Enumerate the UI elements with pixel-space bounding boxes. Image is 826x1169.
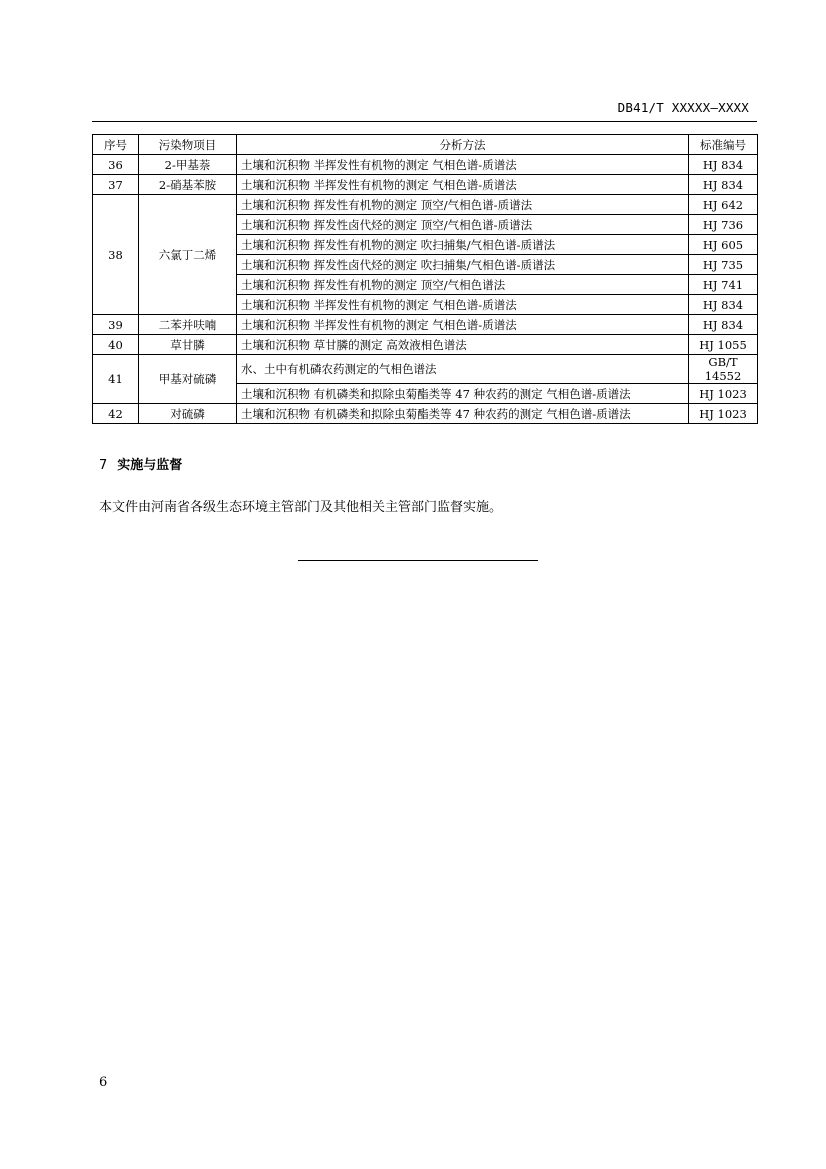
row-standard: HJ 1023 <box>689 384 758 404</box>
row-standard: HJ 735 <box>689 255 758 275</box>
page-number: 6 <box>99 1075 108 1090</box>
row-pollutant: 草甘膦 <box>139 335 237 355</box>
document-code: DB41/T XXXXX—XXXX <box>617 100 749 115</box>
row-standard: HJ 736 <box>689 215 758 235</box>
table-row <box>93 335 758 355</box>
row-method: 土壤和沉积物 挥发性有机物的测定 顶空/气相色谱法 <box>237 275 689 295</box>
row-standard: HJ 642 <box>689 195 758 215</box>
row-no: 37 <box>93 175 139 195</box>
row-no: 38 <box>93 195 139 315</box>
column-header-method: 分析方法 <box>237 135 689 155</box>
row-method: 土壤和沉积物 有机磷类和拟除虫菊酯类等 47 种农药的测定 气相色谱-质谱法 <box>237 404 689 424</box>
row-standard: HJ 834 <box>689 315 758 335</box>
row-standard: HJ 741 <box>689 275 758 295</box>
row-method: 土壤和沉积物 半挥发性有机物的测定 气相色谱-质谱法 <box>237 175 689 195</box>
standards-table <box>92 134 758 424</box>
row-no: 40 <box>93 335 139 355</box>
row-method: 土壤和沉积物 挥发性有机物的测定 顶空/气相色谱-质谱法 <box>237 195 689 215</box>
row-standard: HJ 605 <box>689 235 758 255</box>
row-standard: HJ 1055 <box>689 335 758 355</box>
row-method: 土壤和沉积物 半挥发性有机物的测定 气相色谱-质谱法 <box>237 295 689 315</box>
table-row <box>93 404 758 424</box>
section-title: 实施与监督 <box>117 458 183 473</box>
table-row <box>93 315 758 335</box>
row-method: 土壤和沉积物 半挥发性有机物的测定 气相色谱-质谱法 <box>237 155 689 175</box>
row-method: 土壤和沉积物 挥发性卤代烃的测定 顶空/气相色谱-质谱法 <box>237 215 689 235</box>
row-standard: HJ 1023 <box>689 404 758 424</box>
row-no: 41 <box>93 355 139 404</box>
standard-code-line-2: 14552 <box>704 369 742 383</box>
row-standard <box>689 355 758 384</box>
row-method: 土壤和沉积物 草甘膦的测定 高效液相色谱法 <box>237 335 689 355</box>
header-divider <box>92 121 757 122</box>
row-pollutant: 2-硝基苯胺 <box>139 175 237 195</box>
row-pollutant: 六氯丁二烯 <box>139 195 237 315</box>
column-header-no: 序号 <box>93 135 139 155</box>
body-paragraph: 本文件由河南省各级生态环境主管部门及其他相关主管部门监督实施。 <box>99 500 503 515</box>
section-heading <box>99 454 182 473</box>
section-number: 7 <box>99 458 108 473</box>
standard-code-line-1: GB/T <box>708 355 738 369</box>
column-header-standard: 标准编号 <box>689 135 758 155</box>
row-pollutant: 2-甲基萘 <box>139 155 237 175</box>
row-standard: HJ 834 <box>689 175 758 195</box>
row-no: 36 <box>93 155 139 175</box>
table-row <box>93 175 758 195</box>
table-header-row <box>93 135 758 155</box>
row-method: 土壤和沉积物 挥发性卤代烃的测定 吹扫捕集/气相色谱-质谱法 <box>237 255 689 275</box>
row-no: 39 <box>93 315 139 335</box>
row-standard: HJ 834 <box>689 295 758 315</box>
table-row <box>93 195 758 215</box>
column-header-pollutant: 污染物项目 <box>139 135 237 155</box>
row-method: 土壤和沉积物 挥发性有机物的测定 吹扫捕集/气相色谱-质谱法 <box>237 235 689 255</box>
table-row <box>93 355 758 384</box>
row-standard: HJ 834 <box>689 155 758 175</box>
end-divider <box>298 560 538 561</box>
row-method: 水、土中有机磷农药测定的气相色谱法 <box>237 355 689 384</box>
row-pollutant: 甲基对硫磷 <box>139 355 237 404</box>
row-method: 土壤和沉积物 半挥发性有机物的测定 气相色谱-质谱法 <box>237 315 689 335</box>
table-row <box>93 155 758 175</box>
row-method: 土壤和沉积物 有机磷类和拟除虫菊酯类等 47 种农药的测定 气相色谱-质谱法 <box>237 384 689 404</box>
row-no: 42 <box>93 404 139 424</box>
row-pollutant: 二苯并呋喃 <box>139 315 237 335</box>
row-pollutant: 对硫磷 <box>139 404 237 424</box>
